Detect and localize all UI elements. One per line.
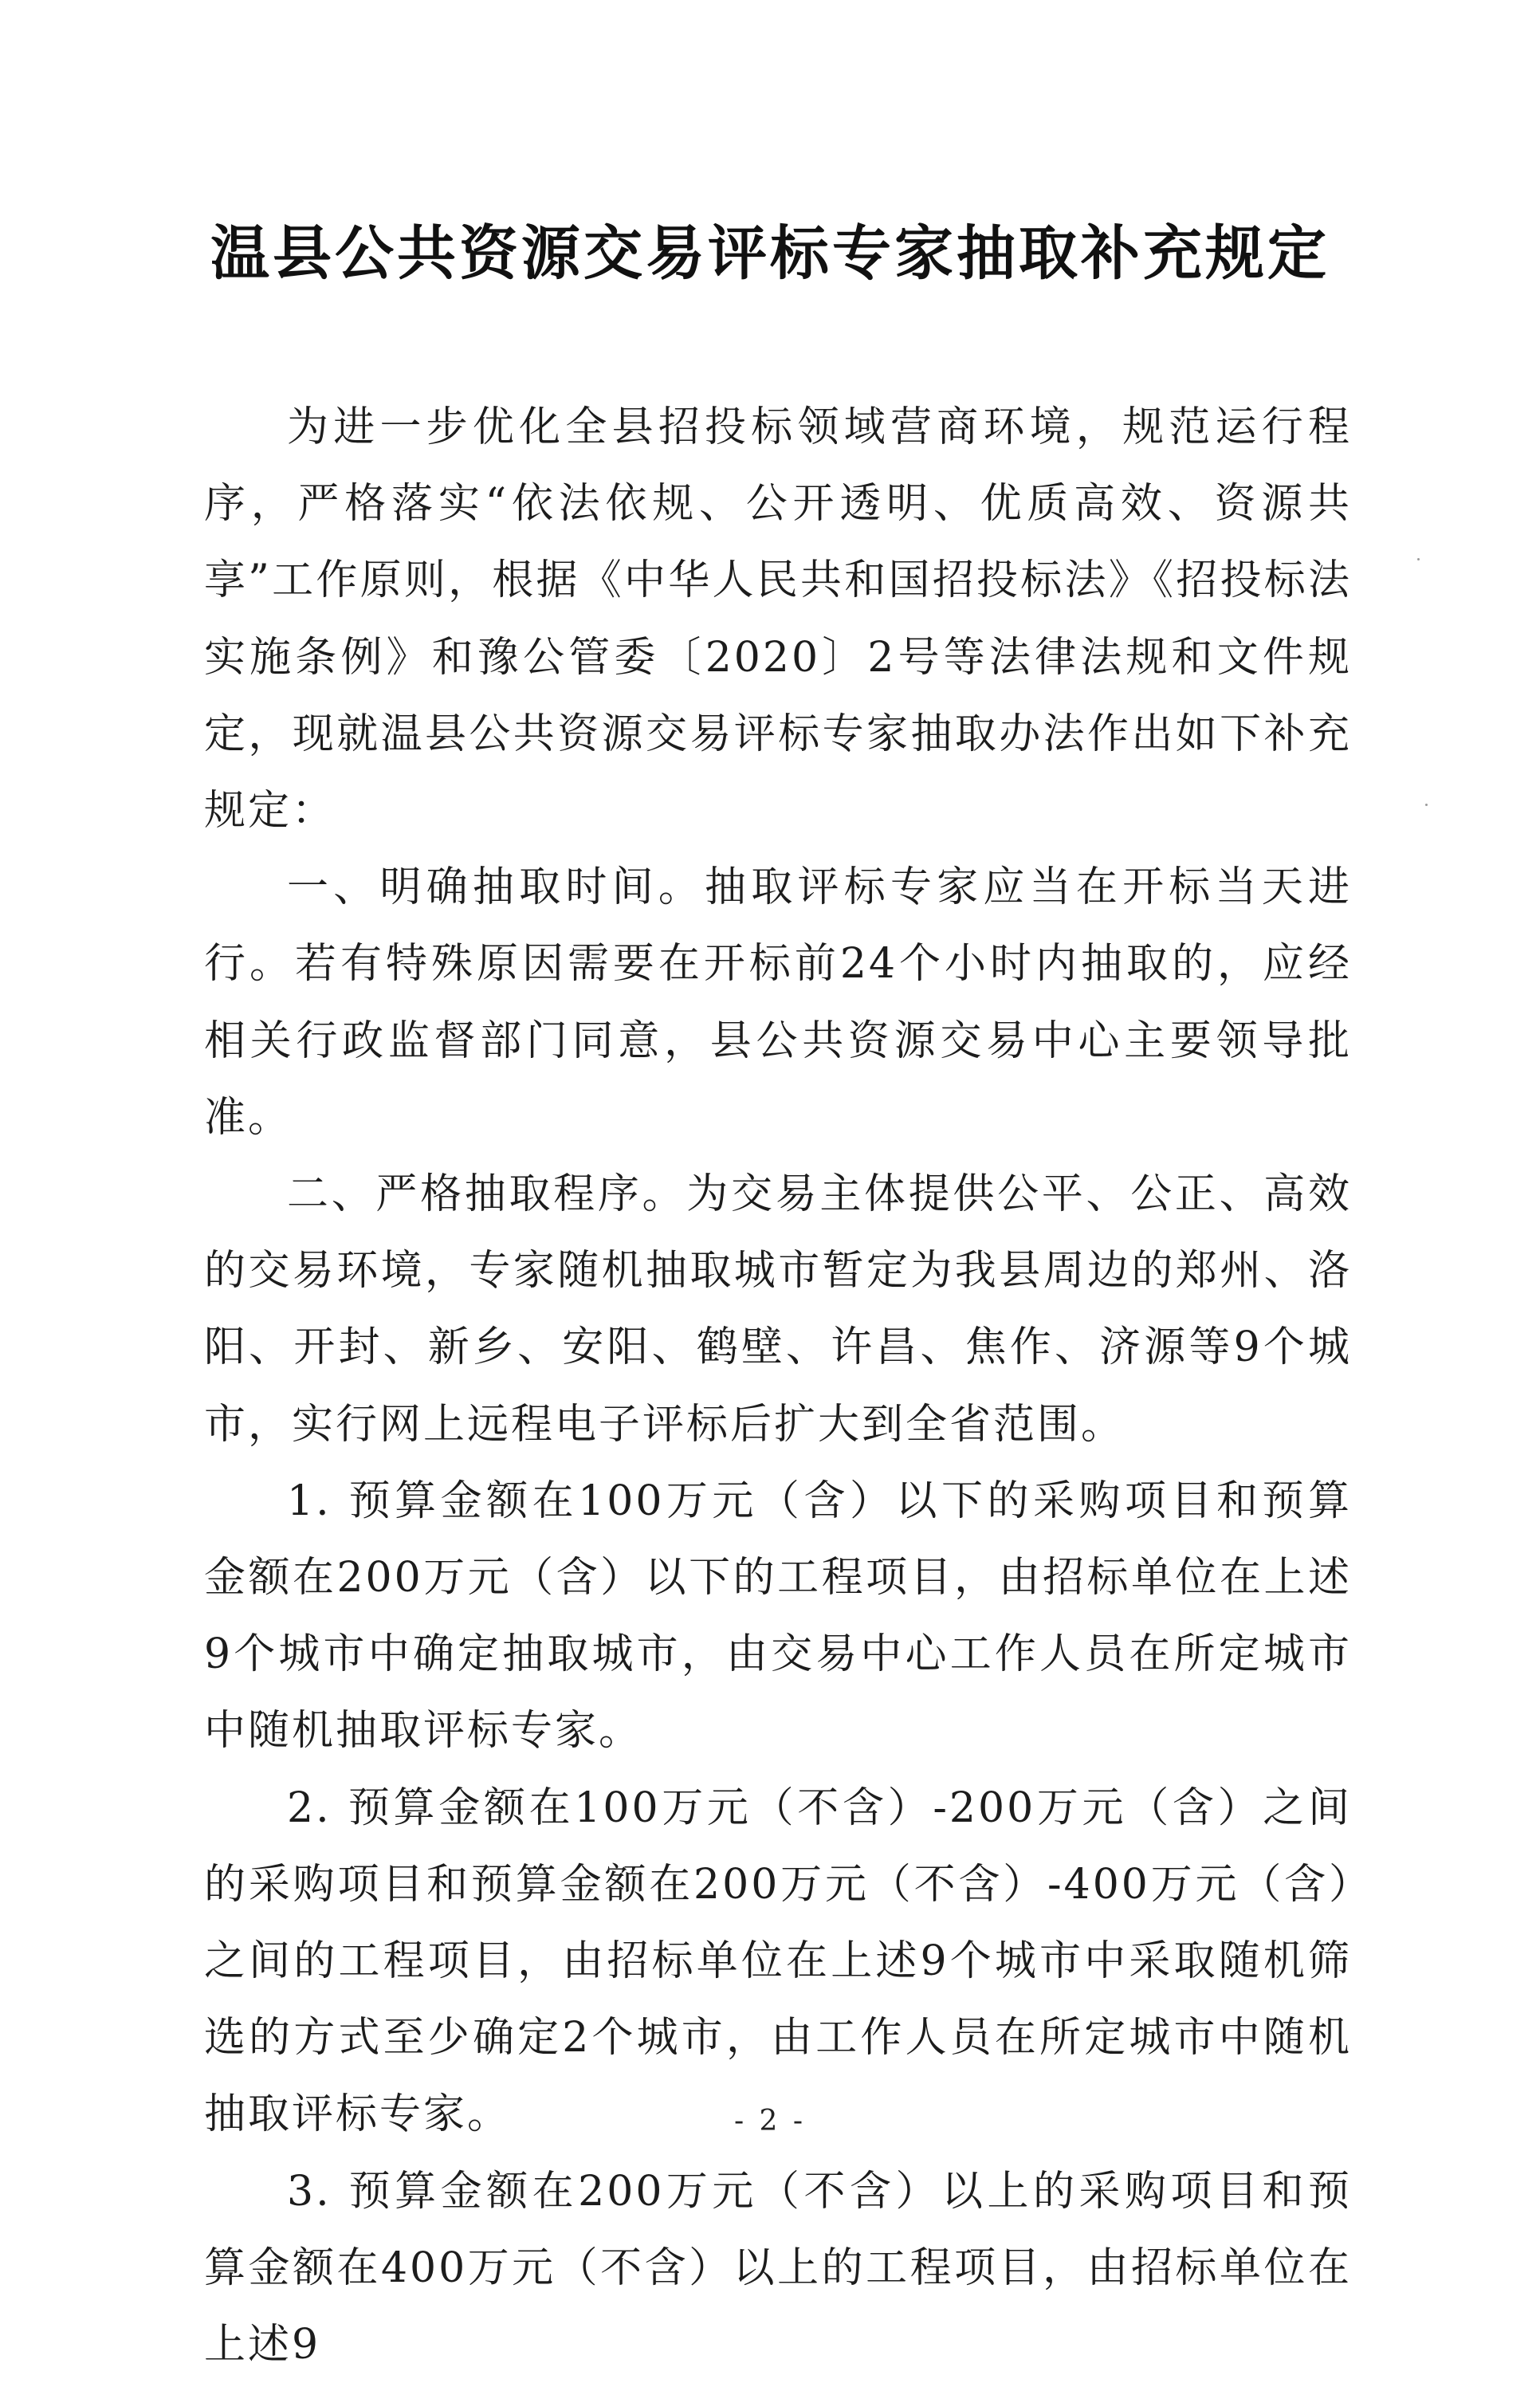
scan-speck <box>1417 558 1420 560</box>
document-title: 温县公共资源交易评标专家抽取补充规定 <box>210 219 1330 288</box>
paragraph-item-1: 1. 预算金额在100万元（含）以下的采购项目和预算金额在200万元（含）以下的工程项目，由招标单位在上述9个城市中确定抽取城市，由交易中心工作人员在所定城市中随机抽取评标专家。 <box>204 1477 1352 1756</box>
paragraph-section-1: 一、明确抽取时间。抽取评标专家应当在开标当天进行。若有特殊原因需要在开标前24个小时内抽取的，应经相关行政监督部门同意，县公共资源交易中心主要领导批准。 <box>204 863 1352 1142</box>
scan-speck <box>1425 804 1428 806</box>
paragraph-item-2: 2. 预算金额在100万元（不含）-200万元（含）之间的采购项目和预算金额在200万元（不含）-400万元（含）之间的工程项目，由招标单位在上述9个城市中采取随机筛选的方式至少确定2个城市，由工作人员在所定城市中随机抽取评标专家。 <box>204 1783 1352 2139</box>
paragraph-item-3: 3. 预算金额在200万元（不含）以上的采购项目和预算金额在400万元（不含）以上的工程项目，由招标单位在上述9 <box>204 2167 1352 2369</box>
page-number: - 2 - <box>733 2105 807 2137</box>
document-body <box>204 389 1352 2383</box>
paragraph-intro: 为进一步优化全县招投标领域营商环境，规范运行程序，严格落实“依法依规、公开透明、优质高效、资源共享”工作原则，根据《中华人民共和国招投标法》《招投标法实施条例》和豫公管委〔2020〕2号等法律法规和文件规定，现就温县公共资源交易评标专家抽取办法作出如下补充规定： <box>204 403 1352 836</box>
paragraph-section-2: 二、严格抽取程序。为交易主体提供公平、公正、高效的交易环境，专家随机抽取城市暂定为我县周边的郑州、洛阳、开封、新乡、安阳、鹤壁、许昌、焦作、济源等9个城市，实行网上远程电子评标后扩大到全省范围。 <box>204 1170 1352 1449</box>
